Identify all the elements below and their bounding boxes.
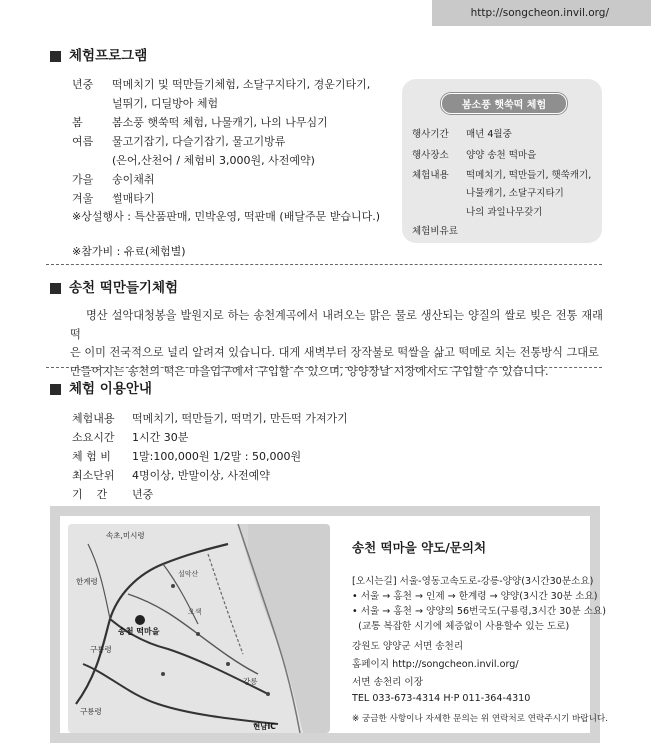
section-divider xyxy=(46,367,602,368)
guide-label: 체 험 비 xyxy=(72,450,111,463)
village-description xyxy=(70,307,603,381)
directions-title: [오시는길] 서울-영동고속도로-강릉-양양(3시간30분소요) xyxy=(352,576,594,587)
program-season-label: 겨울 xyxy=(72,192,94,205)
map-label: 오색 xyxy=(188,608,202,616)
place-dot-icon xyxy=(266,692,270,696)
contact-homepage[interactable]: 홈페이지 http://songcheon.invil.org/ xyxy=(352,659,519,670)
directions-line: • 서울 → 홍천 → 인제 → 한계령 → 양양(3시간 30분 소요) xyxy=(352,591,598,602)
place-dot-icon xyxy=(196,632,200,636)
program-title-text: 체험프로그램 xyxy=(69,48,148,64)
village-title-text: 송천 떡만들기체험 xyxy=(69,280,179,296)
spring-event-row xyxy=(412,167,592,181)
spring-event-label: 행사장소 xyxy=(412,150,449,161)
program-season-text: 널뛰기, 디딜방아 체험 xyxy=(112,97,219,110)
program-extra-events: ※상설행사 : 특산품판매, 민박운영, 떡판매 (배달주문 받습니다.) xyxy=(72,210,380,223)
map-label-village: 송천 떡마을 xyxy=(118,627,160,636)
program-season-label: 가을 xyxy=(72,173,94,186)
map-label: 구룡령 xyxy=(80,707,102,716)
guide-label: 체험내용 xyxy=(72,412,115,425)
map-label: 속초,미시령 xyxy=(106,531,145,540)
contact-office: 서면 송천리 이장 xyxy=(352,677,423,688)
section-bullet-icon xyxy=(50,51,61,62)
map-label: 한계령 xyxy=(76,577,98,586)
guide-label: 소요시간 xyxy=(72,431,115,444)
contact-address: 강원도 양양군 서면 송천리 xyxy=(352,641,464,652)
spring-event-box xyxy=(402,79,602,243)
guide-value: 떡메치기, 떡만들기, 떡먹기, 만든떡 가져가기 xyxy=(132,412,348,425)
map-label: 현남IC xyxy=(253,722,276,731)
guide-value: 년중 xyxy=(132,488,154,501)
directions-line: • 서울 → 홍천 → 양양의 56번국도(구룡령,3시간 30분 소요) xyxy=(352,606,607,617)
section-bullet-icon xyxy=(50,283,61,294)
map-label: 설악산 xyxy=(178,570,199,578)
map-label: 강릉 xyxy=(243,677,258,686)
map-graphic xyxy=(68,524,330,733)
spring-event-label: 체험비유료 xyxy=(412,226,458,237)
location-map xyxy=(68,524,330,733)
village-description-line: 명산 설악대청봉을 발원지로 하는 송천계곡에서 내려오는 맑은 물로 생산되는 양질의 쌀로 빚은 전통 재래떡 xyxy=(70,309,603,341)
village-section-title xyxy=(50,276,178,296)
guide-value: 1말:100,000원 1/2말 : 50,000원 xyxy=(132,450,302,463)
program-fee-note: ※참가비 : 유료(체험별) xyxy=(72,245,186,258)
village-description-line: 은 이미 전국적으로 널리 알려져 있습니다. 대게 새벽부터 장작불로 떡쌀을 삶고 떡메로 치는 전통방식 그대로 xyxy=(70,346,599,359)
sea-area xyxy=(238,524,330,733)
program-season-text: 물고기잡기, 다슬기잡기, 물고기방류 xyxy=(112,135,286,148)
spring-event-title: 봄소풍 햇쑥떡 체험 xyxy=(441,93,567,114)
section-bullet-icon xyxy=(50,384,61,395)
spring-event-value: 양양 송천 떡마을 xyxy=(466,150,537,161)
guide-title-text: 체험 이용안내 xyxy=(69,381,152,397)
spring-event-value: 매년 4월중 xyxy=(466,129,512,140)
place-dot-icon xyxy=(226,662,230,666)
program-season-label: 년중 xyxy=(72,78,94,91)
program-season-text: 송이채취 xyxy=(112,173,155,186)
guide-label: 기 간 xyxy=(72,488,108,501)
guide-section-title xyxy=(50,377,152,397)
contact-inner xyxy=(60,516,608,733)
village-marker-icon xyxy=(135,615,145,625)
header-url-bar xyxy=(432,0,651,26)
program-season-text: 봄소풍 햇쑥떡 체험, 나물캐기, 나의 나무심기 xyxy=(112,116,328,129)
section-divider xyxy=(46,264,602,265)
spring-event-label: 행사기간 xyxy=(412,129,449,140)
header-url[interactable]: http://songcheon.invil.org/ xyxy=(470,7,609,19)
program-season-label: 여름 xyxy=(72,135,94,148)
contact-phone: TEL 033-673-4314 H·P 011-364-4310 xyxy=(352,693,531,704)
contact-note: ※ 궁금한 사항이나 자세한 문의는 위 연락처로 연락주시기 바랍니다. xyxy=(352,714,608,724)
program-season-text: 떡메치기 및 떡만들기체험, 소달구지타기, 경운기타기, xyxy=(112,78,371,91)
program-season-text: (은어,산천어 / 체험비 3,000원, 사전예약) xyxy=(112,154,315,167)
guide-value: 1시간 30분 xyxy=(132,431,189,444)
spring-event-label: 체험내용 xyxy=(412,170,449,181)
guide-label: 최소단위 xyxy=(72,469,115,482)
spring-event-row xyxy=(412,126,512,140)
program-section-title xyxy=(50,44,147,64)
contact-title: 송천 떡마을 약도/문의처 xyxy=(352,540,487,555)
map-label: 구룡령 xyxy=(90,645,112,654)
place-dot-icon xyxy=(161,672,165,676)
contact-panel xyxy=(50,506,608,743)
village-description-line: 만들어지는 송천의 떡은 마을입구에서 구입할 수 있으며, 양양장날 시장에서도 구입할 수 있습니다. xyxy=(70,364,549,378)
directions-line: (교통 복잡한 시기에 체증없이 사용할수 있는 도로) xyxy=(352,621,570,632)
spring-event-value: 나의 과일나무갖기 xyxy=(466,207,543,218)
spring-event-value: 나물캐기, 소달구지타기 xyxy=(466,188,564,199)
program-season-text: 썰매타기 xyxy=(112,192,155,205)
guide-value: 4명이상, 반말이상, 사전예약 xyxy=(132,469,270,482)
spring-event-row xyxy=(412,147,537,161)
place-dot-icon xyxy=(171,584,175,588)
spring-event-value: 떡메치기, 떡만들기, 햇쑥캐기, xyxy=(466,170,592,181)
program-season-label: 봄 xyxy=(72,116,83,129)
